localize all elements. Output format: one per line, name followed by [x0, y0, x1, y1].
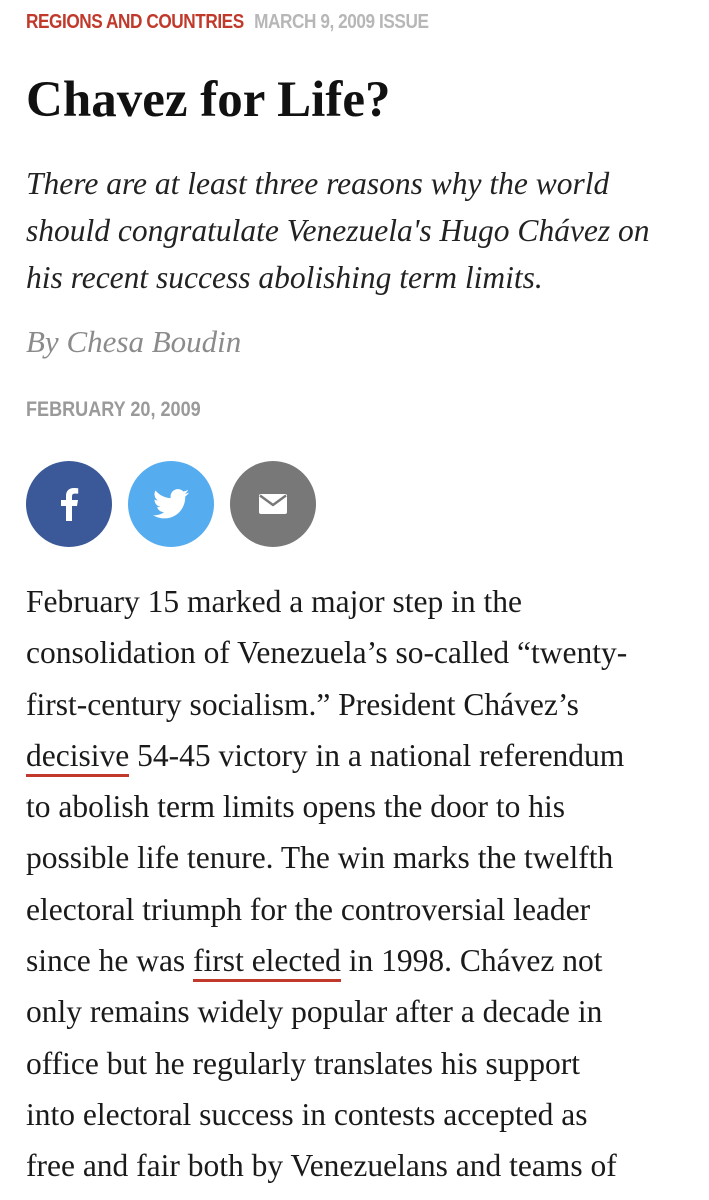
body-line: to abolish term limits opens the door to his: [26, 789, 565, 825]
section-link[interactable]: REGIONS AND COUNTRIES: [26, 11, 244, 33]
article-deck: There are at least three reasons why the world should congratulate Venezuela's Hugo Chávez on his recent success abolishing term limits.: [26, 166, 650, 295]
body-line: office but he regularly translates his support: [26, 1045, 581, 1081]
facebook-share-button[interactable]: [26, 461, 112, 547]
body-line: electoral triumph for the controversial leader: [26, 891, 591, 927]
email-icon: [258, 493, 288, 515]
issue-label[interactable]: MARCH 9, 2009 ISSUE: [254, 11, 429, 33]
decisive-link[interactable]: decisive: [26, 738, 129, 777]
article-kicker: [26, 8, 429, 36]
article-body: [26, 576, 696, 1192]
body-line: possible life tenure. The win marks the twelfth: [26, 840, 614, 876]
body-line-text: in 1998. Chávez not: [340, 943, 603, 979]
body-line-text: 54-45 victory in a national referendum: [129, 737, 625, 773]
twitter-share-button[interactable]: [128, 461, 214, 547]
body-line: [26, 730, 696, 781]
article-title: Chavez for Life?: [26, 72, 391, 128]
facebook-icon: [59, 487, 79, 521]
publish-date: FEBRUARY 20, 2009: [26, 398, 201, 421]
article-byline[interactable]: By Chesa Boudin: [26, 324, 242, 359]
first-elected-link[interactable]: first elected: [193, 943, 341, 982]
body-line: [26, 935, 696, 986]
email-share-button[interactable]: [230, 461, 316, 547]
body-line: first-century socialism.” President Chávez’s: [26, 686, 579, 722]
share-buttons: [26, 461, 316, 547]
twitter-icon: [153, 489, 189, 519]
body-line: into electoral success in contests accepted as: [26, 1096, 588, 1132]
body-line-text: since he was: [26, 943, 194, 979]
body-line: only remains widely popular after a decade in: [26, 994, 603, 1030]
body-line: February 15 marked a major step in the: [26, 584, 522, 619]
body-line: consolidation of Venezuela’s so-called “twenty-: [26, 635, 628, 671]
body-line: free and fair both by Venezuelans and teams of: [26, 1148, 617, 1184]
